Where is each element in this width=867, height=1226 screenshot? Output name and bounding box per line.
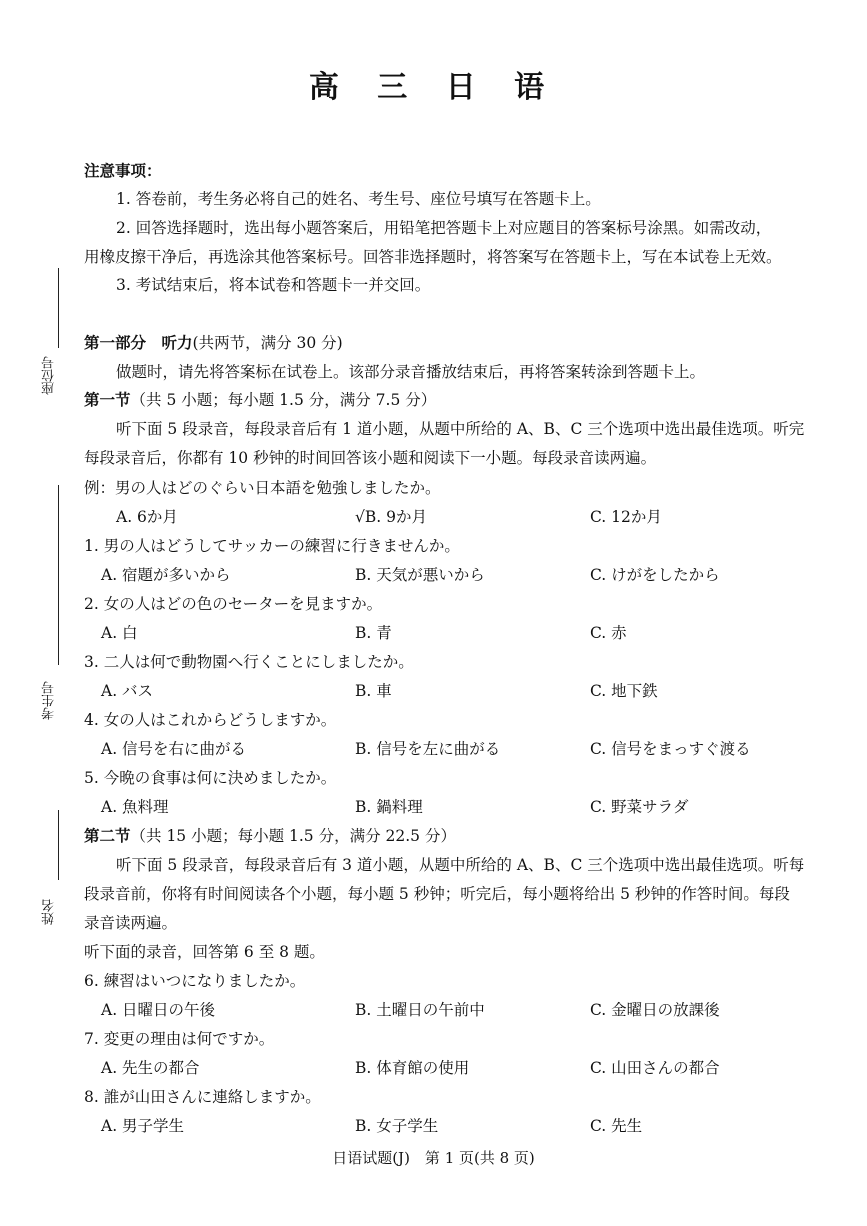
question-2: 2. 女の人はどの色のセーターを見ますか。	[84, 595, 383, 613]
question-5-option-c: C. 野菜サラダ	[590, 798, 689, 816]
part1-instruction: 做题时，请先将答案标在试卷上。该部分录音播放结束后，再将答案转涂到答题卡上。	[116, 363, 706, 381]
example-question: 例：男の人はどのぐらい日本語を勉強しましたか。	[84, 479, 441, 497]
question-1: 1. 男の人はどうしてサッカーの練習に行きませんか。	[84, 537, 460, 555]
section2-heading-note: （共 15 小题；每小题 1.5 分，满分 22.5 分）	[130, 827, 456, 845]
section2-heading: 第二节	[84, 827, 131, 845]
section1-heading-row	[84, 389, 436, 411]
section2-instruction-1: 听下面 5 段录音，每段录音后有 3 道小题，从题中所给的 A、B、C 三个选项中选出最佳选项。听每	[116, 856, 805, 874]
question-3-option-b: B. 車	[355, 682, 392, 700]
part1-heading-note: (共两节，满分 30 分)	[192, 334, 343, 352]
question-2-option-b: B. 青	[355, 624, 392, 642]
example-option-b: √B. 9か月	[355, 508, 427, 526]
question-7: 7. 変更の理由は何ですか。	[84, 1030, 275, 1048]
question-3: 3. 二人は何で動物園へ行くことにしましたか。	[84, 653, 414, 671]
section2-instruction-3: 录音读两遍。	[84, 914, 178, 932]
question-7-option-a: A. 先生の都合	[101, 1059, 200, 1077]
question-3-option-a: A. バス	[101, 682, 154, 700]
question-5: 5. 今晩の食事は何に決めましたか。	[84, 769, 337, 787]
part1-heading-row	[84, 332, 343, 354]
notice-item-3: 3. 考试结束后，将本试卷和答题卡一并交回。	[116, 276, 431, 294]
question-6-option-a: A. 日曜日の午後	[101, 1001, 216, 1019]
question-5-option-a: A. 魚料理	[101, 798, 169, 816]
question-5-option-b: B. 鍋料理	[355, 798, 423, 816]
question-4-option-a: A. 信号を右に曲がる	[101, 740, 247, 758]
question-8-option-b: B. 女子学生	[355, 1117, 439, 1135]
example-option-c: C. 12か月	[590, 508, 662, 526]
notice-item-2: 2. 回答选择题时，选出每小题答案后，用铅笔把答题卡上对应题目的答案标号涂黑。如需改动，	[116, 219, 772, 237]
question-6-option-c: C. 金曜日の放課後	[590, 1001, 720, 1019]
question-1-option-b: B. 天気が悪いから	[355, 566, 485, 584]
section2-instruction-2: 段录音前，你将有时间阅读各个小题，每小题 5 秒钟；听完后，每小题将给出 5 秒钟的作答时间。每段	[84, 885, 790, 903]
question-2-option-a: A. 白	[101, 624, 138, 642]
question-2-option-c: C. 赤	[590, 624, 627, 642]
question-6-option-b: B. 土曜日の午前中	[355, 1001, 485, 1019]
binding-rule-exam-no	[58, 485, 59, 665]
name-label: 姓名	[42, 899, 57, 925]
binding-rule-seat	[58, 268, 59, 348]
section1-instruction-2: 每段录音后，你都有 10 秒钟的时间回答该小题和阅读下一小题。每段录音读两遍。	[84, 449, 657, 467]
binding-rule-name	[58, 810, 59, 880]
question-6: 6. 練習はいつになりましたか。	[84, 972, 306, 990]
question-4-option-b: B. 信号を左に曲がる	[355, 740, 501, 758]
question-8-option-a: A. 男子学生	[101, 1117, 185, 1135]
question-1-option-a: A. 宿題が多いから	[101, 566, 231, 584]
question-7-option-c: C. 山田さんの都合	[590, 1059, 720, 1077]
question-7-option-b: B. 体育館の使用	[355, 1059, 470, 1077]
seat-number-label: 座位号	[42, 356, 57, 395]
question-1-option-c: C. けがをしたから	[590, 566, 720, 584]
part1-heading: 第一部分 听力	[84, 334, 193, 352]
section1-instruction-1: 听下面 5 段录音，每段录音后有 1 道小题，从题中所给的 A、B、C 三个选项中选出最佳选项。听完	[116, 420, 805, 438]
section1-heading-note: （共 5 小题；每小题 1.5 分，满分 7.5 分）	[130, 391, 437, 409]
question-4: 4. 女の人はこれからどうしますか。	[84, 711, 337, 729]
page-title: 高 三 日 语	[308, 70, 559, 105]
example-option-a: A. 6か月	[116, 508, 178, 526]
section2-sub-instruction: 听下面的录音，回答第 6 至 8 题。	[84, 943, 325, 961]
section1-heading: 第一节	[84, 391, 131, 409]
section2-heading-row	[84, 825, 456, 847]
exam-number-label: 考生号	[42, 681, 57, 720]
notice-item-2-cont: 用橡皮擦干净后，再选涂其他答案标号。回答非选择题时，将答案写在答题卡上，写在本试卷上无效。	[84, 248, 782, 266]
notice-heading: 注意事项：	[84, 162, 162, 180]
question-4-option-c: C. 信号をまっすぐ渡る	[590, 740, 751, 758]
question-8-option-c: C. 先生	[590, 1117, 643, 1135]
question-3-option-c: C. 地下鉄	[590, 682, 658, 700]
question-8: 8. 誰が山田さんに連絡しますか。	[84, 1088, 321, 1106]
notice-item-1: 1. 答卷前，考生务必将自己的姓名、考生号、座位号填写在答题卡上。	[116, 190, 601, 208]
page-footer: 日语试题(J) 第 1 页(共 8 页)	[332, 1149, 535, 1167]
